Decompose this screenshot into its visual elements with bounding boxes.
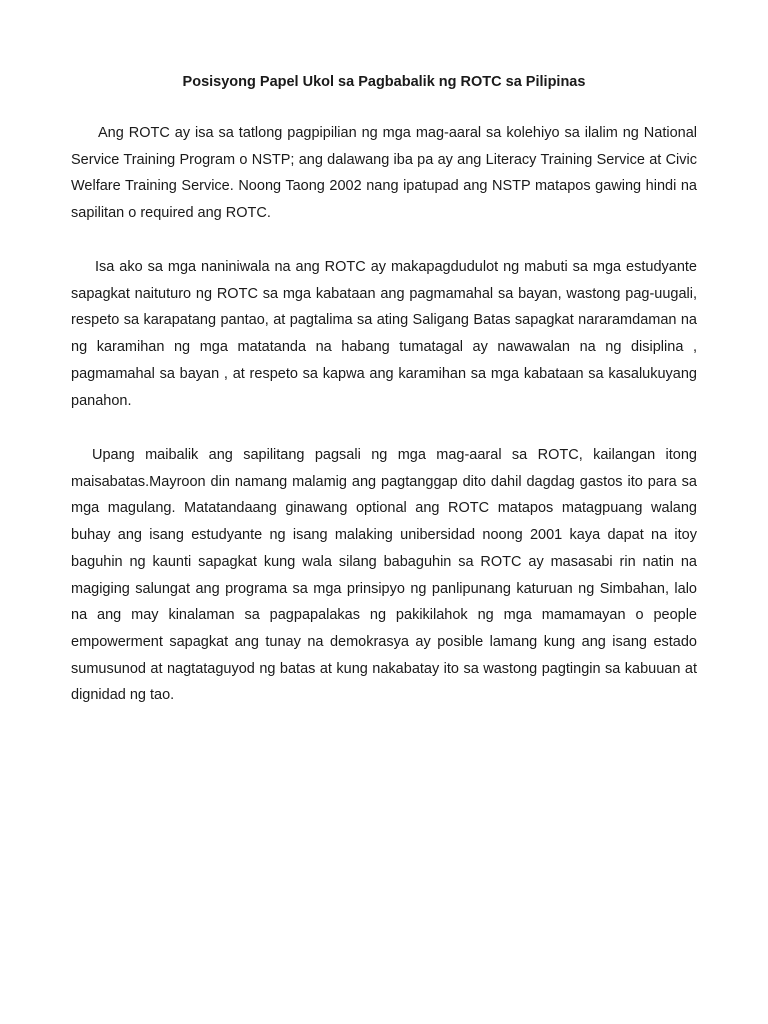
document-title: Posisyong Papel Ukol sa Pagbabalik ng ROTC sa Pilipinas — [182, 74, 586, 90]
paragraph-3: Upang maibalik ang sapilitang pagsali ng mga mag-aaral sa ROTC, kailangan itong maisabatas.Mayroon din namang malamig ang pagtanggap dito dahil dagdag gastos ito para sa mga magulang. Matatandaang ginawang optional ang ROTC matapos matagpuang walang buhay ang isang estudyante ng isang malaking unibersidad noong 2001 kaya dapat na itoy baguhin ng kaunti sapagkat kung wala silang babaguhin sa ROTC ay masasabi rin natin na magiging salungat ang programa sa mga prinsipyo ng panlipunang katuruan ng Simbahan, lalo na ang may kinalaman sa pagpapalakas ng pakikilahok ng mga mamamayan o people empowerment sapagkat ang tunay na demokrasya ay posible lamang kung ang isang estado sumusunod at nagtataguyod ng batas at kung nakabatay ito sa wastong pagtingin sa kabuuan at dignidad ng tao. — [71, 447, 697, 704]
paragraph-2: Isa ako sa mga naniniwala na ang ROTC ay makapagdudulot ng mabuti sa mga estudyante sapagkat naituturo ng ROTC sa mga kabataan ang pagmamahal sa bayan, wastong pag-uugali, respeto sa karapatang pantao, at pagtalima sa ating Saligang Batas sapagkat nararamdaman na ng karamihan ng mga matatanda na habang tumatagal ay nawawalan na ng disiplina , pagmamahal sa bayan , at respeto sa kapwa ang karamihan sa mga kabataan sa kasalukuyang panahon. — [71, 259, 697, 409]
paragraph-1: Ang ROTC ay isa sa tatlong pagpipilian ng mga mag-aaral sa kolehiyo sa ilalim ng National Service Training Program o NSTP; ang dalawang iba pa ay ang Literacy Training Service at Civic Welfare Training Service. Noong Taong 2002 nang ipatupad ang NSTP matapos gawing hindi na sapilitan o required ang ROTC. — [71, 125, 697, 222]
